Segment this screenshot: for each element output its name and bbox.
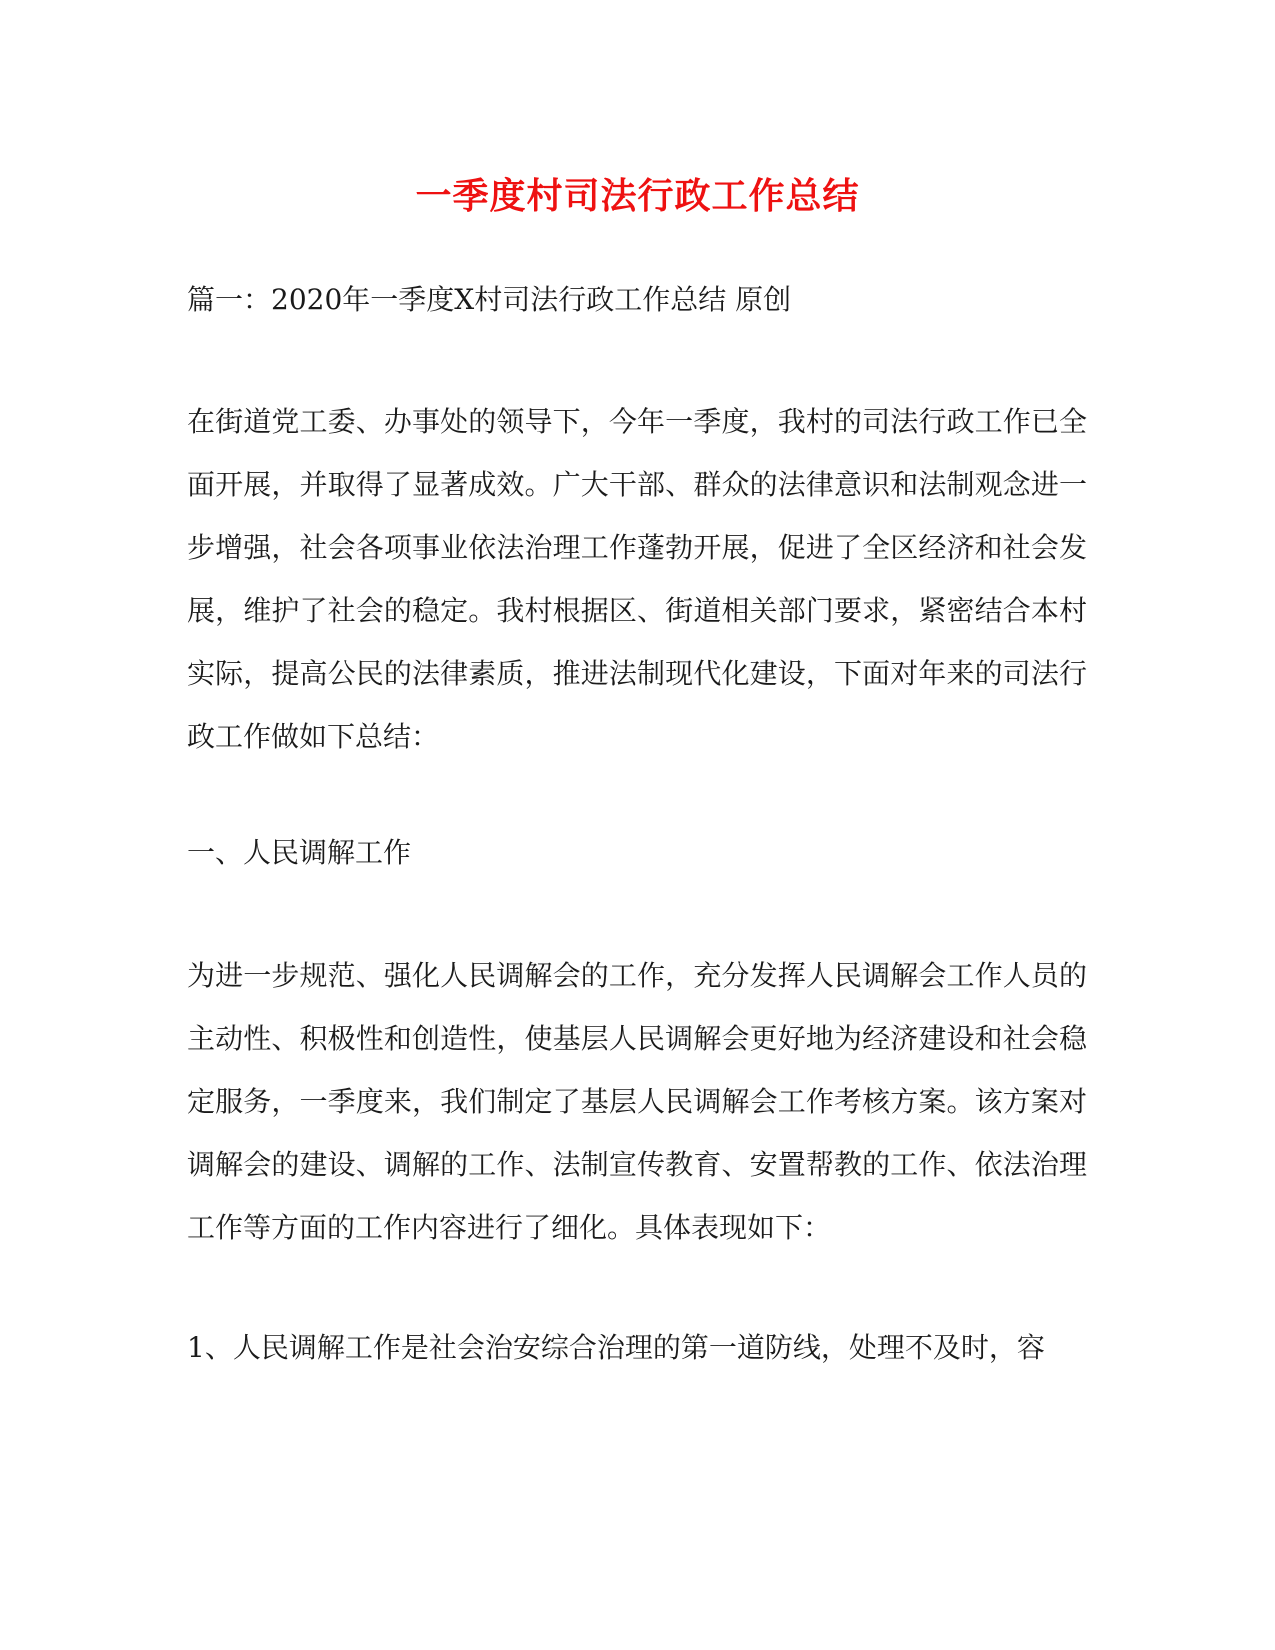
section-paragraph: 为进一步规范、强化人民调解会的工作，充分发挥人民调解会工作人员的主动性、积极性和创造性，使基层人民调解会更好地为经济建设和社会稳定服务，一季度来，我们制定了基层人民调解会工作考核方案。该方案对调解会的建设、调解的工作、法制宣传教育、安置帮教的工作、依法治理工作等方面的工作内容进行了细化。具体表现如下：: [187, 959, 1087, 1244]
document-subtitle: 篇一：2020年一季度X村司法行政工作总结 原创: [187, 283, 792, 316]
section-heading: 一、人民调解工作: [187, 836, 412, 869]
list-item-1: 1、人民调解工作是社会治安综合治理的第一道防线，处理不及时，容: [187, 1331, 1045, 1364]
document-title: 一季度村司法行政工作总结: [415, 175, 860, 217]
intro-paragraph: 在街道党工委、办事处的领导下，今年一季度，我村的司法行政工作已全面开展，并取得了显著成效。广大干部、群众的法律意识和法制观念进一步增强，社会各项事业依法治理工作蓬勃开展，促进了全区经济和社会发展，维护了社会的稳定。我村根据区、街道相关部门要求，紧密结合本村实际，提高公民的法律素质，推进法制现代化建设，下面对年来的司法行政工作做如下总结：: [187, 405, 1087, 753]
